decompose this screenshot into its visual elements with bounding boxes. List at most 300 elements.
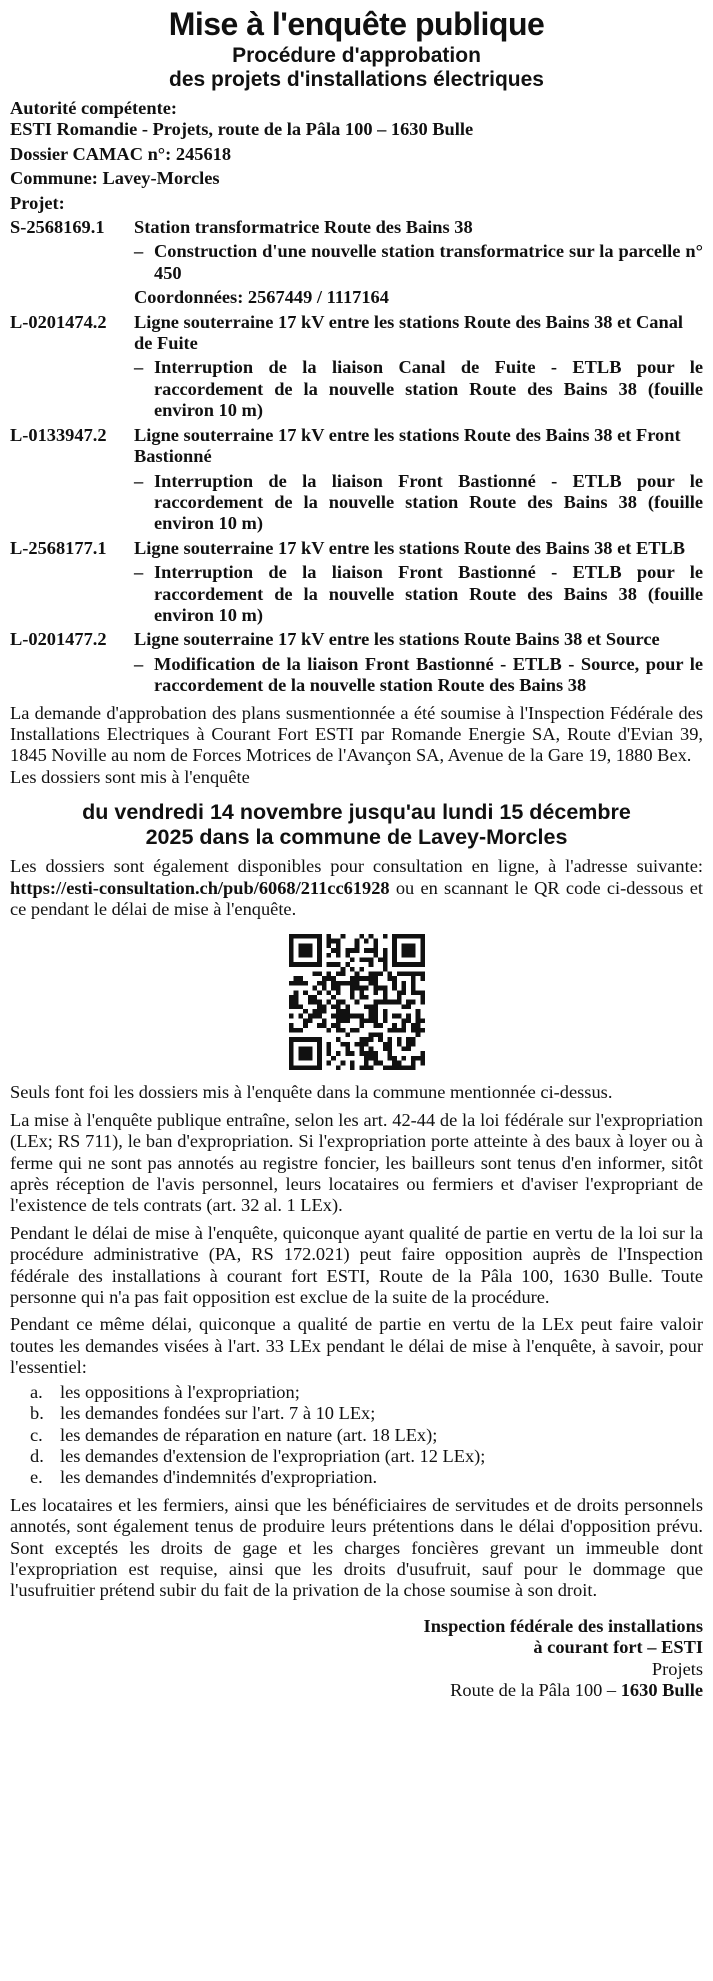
qr-module [415,991,420,996]
qr-module [406,1038,411,1043]
qr-module [340,1061,345,1066]
qr-module [420,1061,425,1066]
qr-module [410,1000,415,1005]
project-code: L-2568177.1 [10,537,107,558]
qr-module [345,948,350,953]
qr-module [368,1038,373,1043]
project-code: S-2568169.1 [10,217,105,238]
qr-module [335,1009,340,1014]
qr-module [340,1019,345,1024]
qr-module [354,981,359,986]
qr-module [293,1028,298,1033]
qr-module [373,981,378,986]
qr-module [307,995,312,1000]
qr-module [368,1009,373,1014]
project-item [10,538,703,559]
qr-module [382,1047,387,1052]
qr-module [317,1066,322,1071]
qr-module [410,981,415,986]
qr-module [368,1033,373,1038]
qr-module [410,1056,415,1061]
qr-module [392,944,397,949]
qr-module [354,948,359,953]
online-text-before: Les dossiers sont également disponibles pour consultation en ligne, à l'adresse suivante: [10,856,703,877]
qr-module [364,1005,369,1010]
qr-module [420,958,425,963]
qr-module [382,1042,387,1047]
qr-module [317,1014,322,1019]
qr-module [420,995,425,1000]
dossier-number: Dossier CAMAC n°: 245618 [10,143,232,164]
qr-module [321,977,326,982]
qr-module [289,1042,294,1047]
qr-module [382,995,387,1000]
qr-module [289,1000,294,1005]
signature-line: Projets [651,1658,703,1679]
qr-module [415,934,420,939]
qr-module [289,1024,294,1029]
qr-module [289,939,294,944]
project-detail [134,241,703,284]
qr-module [345,981,350,986]
qr-module [420,944,425,949]
qr-module [326,939,331,944]
online-paragraph [10,856,703,920]
qr-module [364,995,369,1000]
enquete-dates [10,800,703,850]
qr-module [382,963,387,968]
qr-module [335,948,340,953]
dash-icon: – [134,653,144,674]
qr-module [410,948,415,953]
qr-module [420,1000,425,1005]
qr-module [335,1019,340,1024]
qr-module [420,1056,425,1061]
qr-module [387,1066,392,1071]
qr-module [303,944,308,949]
qr-module [354,1042,359,1047]
project-detail [134,654,703,697]
dash-icon: – [134,562,144,583]
qr-module [345,1009,350,1014]
qr-module [317,1000,322,1005]
qr-module [289,1056,294,1061]
qr-module [387,1028,392,1033]
qr-module [312,995,317,1000]
qr-module [345,1042,350,1047]
signature-line: à courant fort – ESTI [533,1637,703,1658]
qr-module [410,1028,415,1033]
project-coordinates: Coordonnées: 2567449 / 1117164 [134,287,389,308]
qr-module [298,963,303,968]
qr-module [387,1047,392,1052]
qr-module [335,1000,340,1005]
qr-module [406,1019,411,1024]
dates-line: du vendredi 14 novembre jusqu'au lundi 15 décembre [82,800,631,825]
qr-module [326,1047,331,1052]
qr-module [345,1014,350,1019]
qr-module [303,934,308,939]
qr-module [335,1005,340,1010]
qr-module [321,986,326,991]
qr-module [298,934,303,939]
qr-module [396,1066,401,1071]
qr-module [406,972,411,977]
qr-module [406,934,411,939]
qr-module [359,995,364,1000]
project-detail-text: Construction d'une nouvelle station transformatrice sur la parcelle n° 450 [154,241,703,283]
qr-module [392,1024,397,1029]
qr-module [331,939,336,944]
qr-module [359,986,364,991]
qr-module [345,1047,350,1052]
qr-module [298,1066,303,1071]
qr-module [289,953,294,958]
qr-module [415,963,420,968]
qr-module [420,963,425,968]
qr-module [312,986,317,991]
qr-module [317,1038,322,1043]
seuls-paragraph: Seuls font foi les dossiers mis à l'enquête dans la commune mentionnée ci-dessus. [10,1082,613,1103]
qr-module [359,977,364,982]
qr-module [373,986,378,991]
qr-module [373,944,378,949]
qr-module [326,1042,331,1047]
qr-module [293,934,298,939]
qr-module [410,1042,415,1047]
qr-module [364,948,369,953]
project-detail-text: Modification de la liaison Front Bastionné - ETLB - Source, pour le raccordement de la nouvelle station Route des Bains 38 [154,653,703,696]
qr-module [317,953,322,958]
qr-module [420,977,425,982]
qr-module [373,1009,378,1014]
qr-module [373,948,378,953]
qr-module [378,1000,383,1005]
qr-module [335,1014,340,1019]
qr-module [349,1061,354,1066]
dash-icon: – [134,357,144,378]
qr-module [335,1052,340,1057]
qr-module [382,1019,387,1024]
qr-module [335,939,340,944]
qr-module [303,1047,308,1052]
qr-module [401,963,406,968]
qr-module [392,1056,397,1061]
qr-module [349,981,354,986]
qr-module [382,967,387,972]
qr-module [289,1061,294,1066]
qr-module [392,963,397,968]
qr-module [396,1038,401,1043]
qr-module [392,958,397,963]
qr-module [387,1056,392,1061]
qr-module [410,977,415,982]
qr-module [359,991,364,996]
qr-module [359,1042,364,1047]
qr-module [317,1056,322,1061]
qr-module [368,1066,373,1071]
qr-module [373,1061,378,1066]
qr-module [373,1024,378,1029]
qr-module [293,1005,298,1010]
qr-module [303,991,308,996]
qr-module [401,1066,406,1071]
qr-module [307,1066,312,1071]
qr-module [420,972,425,977]
qr-module [410,953,415,958]
qr-module [396,972,401,977]
intro-paragraph: La demande d'approbation des plans susmentionnée a été soumise à l'Inspection Fédérale des Installations Electriques à Courant Fort ESTI par Romande Energie SA, Route d'Evian 39, 1845 Noville au nom de Forces Motrices de l'Avançon SA, Avenue de la Gare 19, 1880 Bex. [10,702,703,766]
qr-module [359,1066,364,1071]
qr-module [326,953,331,958]
project-detail-text: Interruption de la liaison Front Bastionné - ETLB pour le raccordement de la nouvelle station Route des Bains 38 (fouille environ 10 m) [154,470,703,534]
qr-module [326,1052,331,1057]
qr-module [378,1033,383,1038]
list-letter: c. [30,1424,43,1445]
qr-module [298,948,303,953]
qr-module [317,1005,322,1010]
subtitle-line: des projets d'installations électriques [169,68,544,91]
qr-module [359,934,364,939]
qr-module [396,963,401,968]
qr-module [340,934,345,939]
qr-module [303,963,308,968]
qr-code-icon[interactable] [289,934,425,1070]
qr-module [331,986,336,991]
qr-module [293,963,298,968]
qr-module [364,1066,369,1071]
qr-module [420,939,425,944]
signature-block [10,1616,703,1702]
qr-module [345,953,350,958]
qr-module [401,934,406,939]
project-title: Ligne souterraine 17 kV entre les stations Route des Bains 38 et Canal de Fuite [134,311,683,354]
qr-module [312,1066,317,1071]
qr-module [382,1009,387,1014]
qr-module [368,1019,373,1024]
list-item [30,1467,703,1488]
qr-module [317,1047,322,1052]
list-letter: d. [30,1445,44,1466]
qr-module [378,958,383,963]
project-title: Ligne souterraine 17 kV entre les stations Route des Bains 38 et Front Bastionné [134,424,681,467]
qr-module [392,1014,397,1019]
qr-module [396,1000,401,1005]
qr-module [289,1028,294,1033]
qr-module [326,977,331,982]
list-letter: a. [30,1381,43,1402]
qr-module [364,958,369,963]
qr-module [392,1028,397,1033]
qr-module [335,972,340,977]
qr-module [289,958,294,963]
list-letter: e. [30,1467,43,1488]
qr-module [331,1024,336,1029]
qr-module [317,1061,322,1066]
qr-module [373,1000,378,1005]
qr-module [359,1019,364,1024]
qr-module [340,1014,345,1019]
project-detail [134,471,703,535]
qr-module [307,1038,312,1043]
qr-module [364,1019,369,1024]
qr-module [345,963,350,968]
qr-module [382,986,387,991]
project-item [10,425,703,468]
qr-module [368,934,373,939]
qr-module [378,1038,383,1043]
qr-module [312,1009,317,1014]
qr-module [410,1066,415,1071]
qr-module [293,981,298,986]
project-title: Station transformatrice Route des Bains 38 [134,217,473,238]
qr-module [410,944,415,949]
signature-address [10,1680,703,1701]
qr-module [373,991,378,996]
qr-module [349,991,354,996]
qr-module [298,981,303,986]
qr-module [387,1052,392,1057]
qr-module [354,986,359,991]
qr-module [303,1024,308,1029]
qr-module [373,1005,378,1010]
qr-module [289,1038,294,1043]
qr-module [364,986,369,991]
demandes-list [10,1382,703,1489]
qr-module [335,963,340,968]
qr-module [317,981,322,986]
qr-module [354,1028,359,1033]
qr-module [349,1052,354,1057]
qr-module [387,1042,392,1047]
qr-module [345,1052,350,1057]
qr-module [307,948,312,953]
qr-module [368,1014,373,1019]
qr-module [415,1024,420,1029]
qr-module [364,1038,369,1043]
qr-module [368,972,373,977]
qr-module [326,944,331,949]
qr-module [298,1014,303,1019]
qr-module [335,1066,340,1071]
locataires-paragraph: Les locataires et les fermiers, ainsi que les bénéficiaires de servitudes et de droits personnels annotés, sont également tenus de produire leurs prétentions dans le délai d'opposition prévu. Sont exceptés les droits de gage et les charges foncières grevant un immeuble dont l'expropriation est requise, ainsi que les droits d'usufruit, sauf pour le dommage que l'usufruitier prétend subir du fait de la privation de la chose soumise à son droit. [10,1494,703,1601]
qr-module [378,972,383,977]
qr-module [298,1056,303,1061]
qr-module [345,1005,350,1010]
qr-module [289,981,294,986]
qr-module [373,972,378,977]
qr-module [392,981,397,986]
qr-module [298,1038,303,1043]
projet-label: Projet: [10,192,65,213]
qr-module [303,1056,308,1061]
qr-module [378,1024,383,1029]
project-code: L-0133947.2 [10,424,107,445]
qr-module [401,1024,406,1029]
project-code: L-0201477.2 [10,629,107,650]
qr-module [368,1047,373,1052]
qr-module [406,948,411,953]
qr-module [359,967,364,972]
qr-module [312,934,317,939]
qr-module [396,1061,401,1066]
qr-module [378,986,383,991]
qr-module [392,934,397,939]
consultation-link[interactable]: https://esti-consultation.ch/pub/6068/211cc61928 [10,877,390,898]
qr-module [331,1005,336,1010]
qr-module [420,1052,425,1057]
qr-module [396,934,401,939]
qr-module [307,1052,312,1057]
qr-module [303,1052,308,1057]
qr-module [373,1056,378,1061]
list-text: les demandes de réparation en nature (art. 18 LEx); [60,1424,438,1445]
qr-module [406,1066,411,1071]
qr-module [293,1000,298,1005]
qr-module [368,1005,373,1010]
qr-module [368,977,373,982]
qr-module [303,981,308,986]
qr-module [293,1038,298,1043]
qr-module [410,972,415,977]
qr-module [364,1042,369,1047]
notice-title: Mise à l'enquête publique [168,6,545,42]
dash-icon: – [134,241,144,262]
qr-module [289,948,294,953]
qr-module [326,963,331,968]
qr-module [382,991,387,996]
qr-module [331,977,336,982]
qr-module [298,944,303,949]
qr-module [420,934,425,939]
online-text-after: ou en scannant le QR code ci-dessous et ce pendant le délai de mise à l'enquête. [10,877,703,919]
expropriation-paragraph: La mise à l'enquête publique entraîne, selon les art. 42-44 de la loi fédérale sur l'expropriation (LEx; RS 711), le ban d'expropriation. Si l'expropriation porte atteinte à des baux à loyer ou à ferme qui ne sont pas annotés au registre foncier, les bailleurs sont tenus d'en informer, sitôt après réception de l'avis personnel, leurs locataires ou fermiers et d'aviser l'expropriant de l'existence de tels contrats (art. 32 al. 1 LEx). [10,1109,703,1216]
address-street: Route de la Pâla 100 – [450,1679,621,1700]
qr-module [401,1019,406,1024]
list-item [30,1425,703,1446]
qr-module [298,1052,303,1057]
qr-module [415,972,420,977]
qr-module [307,934,312,939]
list-item [30,1446,703,1467]
qr-module [392,977,397,982]
qr-module [415,1014,420,1019]
list-text: les demandes d'extension de l'expropriation (art. 12 LEx); [60,1445,486,1466]
qr-module [354,939,359,944]
qr-module [317,958,322,963]
qr-module [364,1052,369,1057]
qr-module [321,1024,326,1029]
qr-module [317,1024,322,1029]
qr-module [335,1028,340,1033]
qr-module [345,1019,350,1024]
qr-module [373,1052,378,1057]
qr-module [406,1005,411,1010]
qr-module [368,958,373,963]
qr-module [364,977,369,982]
qr-module [359,1038,364,1043]
qr-module [406,1000,411,1005]
qr-module [289,934,294,939]
qr-module [321,1005,326,1010]
opposition-paragraph: Pendant le délai de mise à l'enquête, quiconque ayant qualité de partie en vertu de la loi sur la procédure administrative (PA, RS 172.021) peut faire opposition auprès de l'Inspection fédérale des installations à courant fort ESTI, Route de la Pâla 100, 1630 Bulle. Toute personne qui n'a pas fait opposition est exclue de la suite de la procédure. [10,1222,703,1308]
project-code: L-0201474.2 [10,311,107,332]
project-detail-text: Interruption de la liaison Front Bastionné - ETLB pour le raccordement de la nouvelle station Route des Bains 38 (fouille environ 10 m) [154,562,703,625]
qr-module [382,1000,387,1005]
qr-module [335,986,340,991]
qr-module [307,963,312,968]
qr-module [326,934,331,939]
